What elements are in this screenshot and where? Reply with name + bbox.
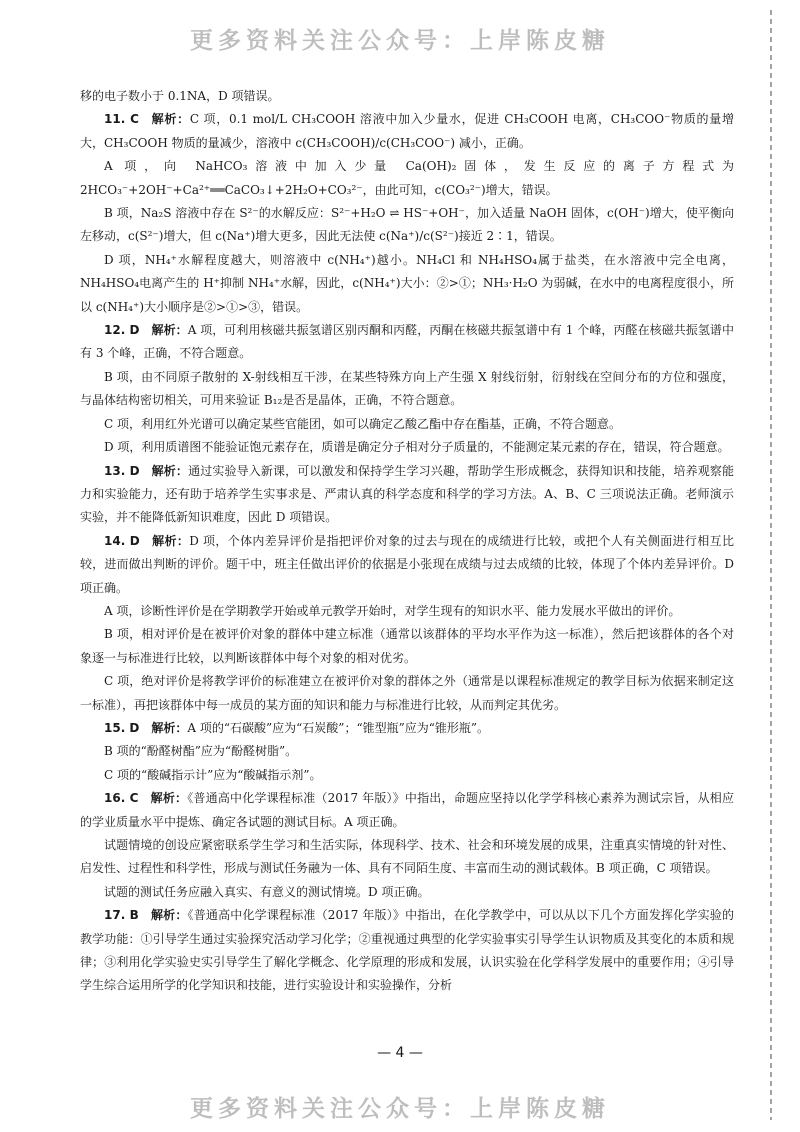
explanation-paragraph <box>80 600 734 623</box>
paragraph-text: 《普通高中化学课程标准（2017 年版）》中指出，命题应坚持以化学学科核心素养为测试宗旨，从相应的学业质量水平中提炼、确定各试题的测试目标。A 项正确。 <box>80 791 734 829</box>
question-explanation <box>80 108 734 155</box>
analysis-label: 解析： <box>151 463 189 478</box>
paragraph-text: 移的电子数小于 0.1NA，D 项错误。 <box>80 89 280 103</box>
question-number: 16. C <box>104 791 139 806</box>
paragraph-text: B 项，相对评价是在被评价对象的群体中建立标准（通常以该群体的平均水平作为这一标准），然后把该群体的各个对象逐一与标准进行比较，以判断该群体中每个对象的相对优劣。 <box>80 627 734 665</box>
explanation-paragraph <box>80 413 734 436</box>
question-explanation <box>80 530 734 600</box>
paragraph-text: C 项的“酸碱指示计”应为“酸碱指示剂”。 <box>104 767 322 782</box>
question-explanation <box>80 787 734 834</box>
paragraph-text: D 项，NH₄⁺水解程度越大，则溶液中 c(NH₄⁺)越小。NH₄Cl 和 NH₄HSO₄属于盐类，在水溶液中完全电离，NH₄HSO₄电离产生的 H⁺抑制 NH₄⁺水解，因此，c(NH₄⁺)大小：②>①；NH₃·H₂O 为弱碱，在水中的电离程度很小，所以 c(NH₄⁺)大小顺序是②>①>③，错误。 <box>80 252 734 314</box>
analysis-label: 解析： <box>150 112 190 127</box>
analysis-label: 解析： <box>151 720 188 735</box>
question-number: 13. D <box>104 463 140 478</box>
question-explanation <box>80 904 734 998</box>
explanation-paragraph <box>80 436 734 459</box>
answer-explanations <box>80 85 734 998</box>
paragraph-text: 试题的测试任务应融入真实、有意义的测试情境。D 项正确。 <box>104 884 430 899</box>
explanation-paragraph <box>80 155 734 202</box>
explanation-paragraph <box>80 366 734 413</box>
paragraph-text: D 项，个体内差异评价是指把评价对象的过去与现在的成绩进行比较，或把个人有关侧面进行相互比较，进而做出判断的评价。题干中，班主任做出评价的依据是小张现在成绩与过去成绩的比较，体现了个体内差异评价。D 项正确。 <box>80 533 734 595</box>
question-number: 14. D <box>104 533 140 548</box>
watermark-bottom: 更多资料关注公众号：上岸陈皮糖 <box>190 1096 610 1122</box>
question-number: 12. D <box>104 323 140 338</box>
watermark-top: 更多资料关注公众号：上岸陈皮糖 <box>190 28 610 54</box>
paragraph-text: C 项，绝对评价是将教学评价的标准建立在被评价对象的群体之外（通常是以课程标准规定的教学目标为依据来制定这一标准），再把该群体中每一成员的某方面的知识和能力与标准进行比较，从而判定其优劣。 <box>80 674 734 712</box>
question-number: 15. D <box>104 720 140 735</box>
paragraph-text: D 项，利用质谱图不能验证饱元素存在，质谱是确定分子相对分子质量的，不能测定某元素的存在，错误，符合题意。 <box>104 440 730 455</box>
paragraph-text: 试题情境的创设应紧密联系学生学习和生活实际，体现科学、技术、社会和环境发展的成果，注重真实情境的针对性、启发性、过程性和科学性，形成与测试任务融为一体、具有不同陌生度、丰富而生动的测试载体。B 项正确，C 项错误。 <box>80 838 734 876</box>
explanation-paragraph <box>80 202 734 249</box>
paragraph-text: C 项，利用红外光谱可以确定某些官能团，如可以确定乙酸乙酯中存在酯基，正确，不符合题意。 <box>104 416 621 431</box>
paragraph-text: A 项的“石碳酸”应为“石炭酸”；“锥型瓶”应为“锥形瓶”。 <box>187 720 489 735</box>
explanation-paragraph <box>80 670 734 717</box>
analysis-label: 解析： <box>150 791 188 806</box>
paragraph-text: C 项，0.1 mol/L CH₃COOH 溶液中加入少量水，促进 CH₃COOH 电离，CH₃COO⁻物质的量增大，CH₃COOH 物质的量减少，溶液中 c(CH₃COOH)/c(CH₃COO⁻) 减小，正确。 <box>80 112 734 150</box>
analysis-label: 解析： <box>151 533 190 548</box>
question-explanation <box>80 460 734 530</box>
explanation-paragraph <box>80 881 734 904</box>
question-explanation <box>80 717 734 740</box>
paragraph-text: A 项，向 NaHCO₃溶液中加入少量 Ca(OH)₂固体，发生反应的离子方程式为 2HCO₃⁻+2OH⁻+Ca²⁺══CaCO₃↓+2H₂O+CO₃²⁻，由此可知，c(CO₃²⁻)增大，错误。 <box>80 159 734 197</box>
explanation-paragraph <box>80 834 734 881</box>
paragraph-text: 通过实验导入新课，可以激发和保持学生学习兴趣，帮助学生形成概念，获得知识和技能，培养观察能力和实验能力，还有助于培养学生实事求是、严肃认真的科学态度和科学的学习方法。A、B、C 三项说法正确。老师演示实验，并不能降低新知识难度，因此 D 项错误。 <box>80 463 734 525</box>
explanation-paragraph <box>80 85 734 108</box>
explanation-paragraph <box>80 249 734 319</box>
question-explanation <box>80 319 734 366</box>
analysis-label: 解析： <box>151 323 188 338</box>
paragraph-text: B 项，由不同原子散射的 X-射线相互干涉，在某些特殊方向上产生强 X 射线衍射，衍射线在空间分布的方位和强度，与晶体结构密切相关，可用来验证 B₁₂是否是晶体，正确，不符合题意。 <box>80 369 734 408</box>
question-number: 17. B <box>104 908 139 923</box>
paragraph-text: A 项，可利用核磁共振氢谱区别丙酮和丙醛，丙酮在核磁共振氢谱中有 1 个峰，丙醛在核磁共振氢谱中有 3 个峰，正确，不符合题意。 <box>80 323 734 361</box>
explanation-paragraph <box>80 623 734 670</box>
analysis-label: 解析： <box>150 908 188 923</box>
paragraph-text: 《普通高中化学课程标准（2017 年版）》中指出，在化学教学中，可以从以下几个方面发挥化学实验的教学功能：①引导学生通过实验探究活动学习化学；②重视通过典型的化学实验事实引导学生认识物质及其变化的本质和规律；③利用化学实验史实引导学生了解化学概念、化学原理的形成和发展，认识实验在化学科学发展中的重要作用；④引导学生综合运用所学的化学知识和技能，进行实验设计和实验操作，分析 <box>80 908 734 993</box>
page-edge-decoration <box>770 10 772 1120</box>
question-number: 11. C <box>104 112 139 127</box>
paragraph-text: A 项，诊断性评价是在学期教学开始或单元教学开始时，对学生现有的知识水平、能力发展水平做出的评价。 <box>104 603 681 618</box>
paragraph-text: B 项，Na₂S 溶液中存在 S²⁻的水解反应：S²⁻+H₂O ⇌ HS⁻+OH⁻，加入适量 NaOH 固体，c(OH⁻)增大，使平衡向左移动，c(S²⁻)增大，但 c(Na⁺)增大更多，因此无法使 c(Na⁺)/c(S²⁻)接近 2∶1，错误。 <box>80 206 734 244</box>
page-number: — 4 — <box>377 1045 423 1061</box>
paragraph-text: B 项的“酚醛树酯”应为“酚醛树脂”。 <box>104 744 298 759</box>
explanation-paragraph <box>80 764 734 787</box>
explanation-paragraph <box>80 740 734 763</box>
